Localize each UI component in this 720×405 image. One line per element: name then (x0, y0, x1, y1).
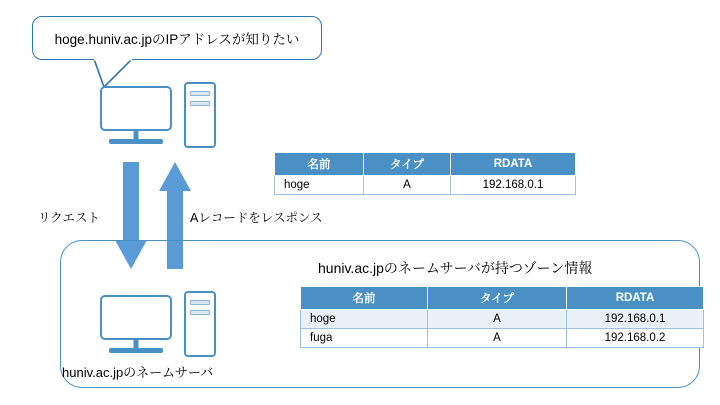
nameserver-monitor-neck-icon (134, 340, 139, 349)
zone-record-table (300, 286, 704, 348)
speech-bubble (32, 16, 322, 60)
cell-type: A (428, 310, 567, 329)
column-header-name: 名前 (301, 287, 428, 310)
table-header-row (301, 287, 704, 310)
table-header-row (275, 153, 576, 176)
column-header-rdata: RDATA (451, 153, 576, 176)
client-tower-icon (184, 82, 216, 148)
column-header-rdata: RDATA (567, 287, 704, 310)
cell-type: A (364, 176, 451, 195)
column-header-type: タイプ (428, 287, 567, 310)
response-record-table (274, 152, 576, 195)
speech-bubble-text: hoge.huniv.ac.jpのIPアドレスが知りたい (54, 32, 300, 47)
cell-rdata: 192.168.0.1 (451, 176, 576, 195)
column-header-type: タイプ (364, 153, 451, 176)
speech-bubble-tail-icon (92, 59, 136, 89)
client-tower-slot-icon (190, 91, 210, 96)
request-label: リクエスト (38, 211, 101, 225)
table-row (301, 329, 704, 348)
client-monitor-base-icon (109, 139, 164, 144)
nameserver-tower-slot-icon (190, 310, 210, 315)
cell-rdata: 192.168.0.2 (567, 329, 704, 348)
client-monitor-neck-icon (134, 131, 139, 140)
nameserver-caption: huniv.ac.jpのネームサーバ (62, 365, 214, 380)
nameserver-monitor-screen-icon (100, 295, 172, 340)
cell-type: A (428, 329, 567, 348)
nameserver-tower-icon (184, 291, 216, 357)
cell-name: fuga (301, 329, 428, 348)
cell-name: hoge (301, 310, 428, 329)
cell-name: hoge (275, 176, 364, 195)
nameserver-monitor-base-icon (109, 348, 164, 353)
table-row (301, 310, 704, 329)
nameserver-tower-slot-icon (190, 300, 210, 305)
client-tower-slot-icon (190, 101, 210, 106)
nameserver-monitor-icon (100, 295, 172, 357)
client-monitor-icon (100, 86, 172, 148)
cell-rdata: 192.168.0.1 (567, 310, 704, 329)
client-monitor-screen-icon (100, 86, 172, 131)
table-row (275, 176, 576, 195)
response-label: Aレコードをレスポンス (190, 211, 323, 225)
column-header-name: 名前 (275, 153, 364, 176)
zone-info-title: huniv.ac.jpのネームサーバが持つゾーン情報 (318, 260, 593, 276)
